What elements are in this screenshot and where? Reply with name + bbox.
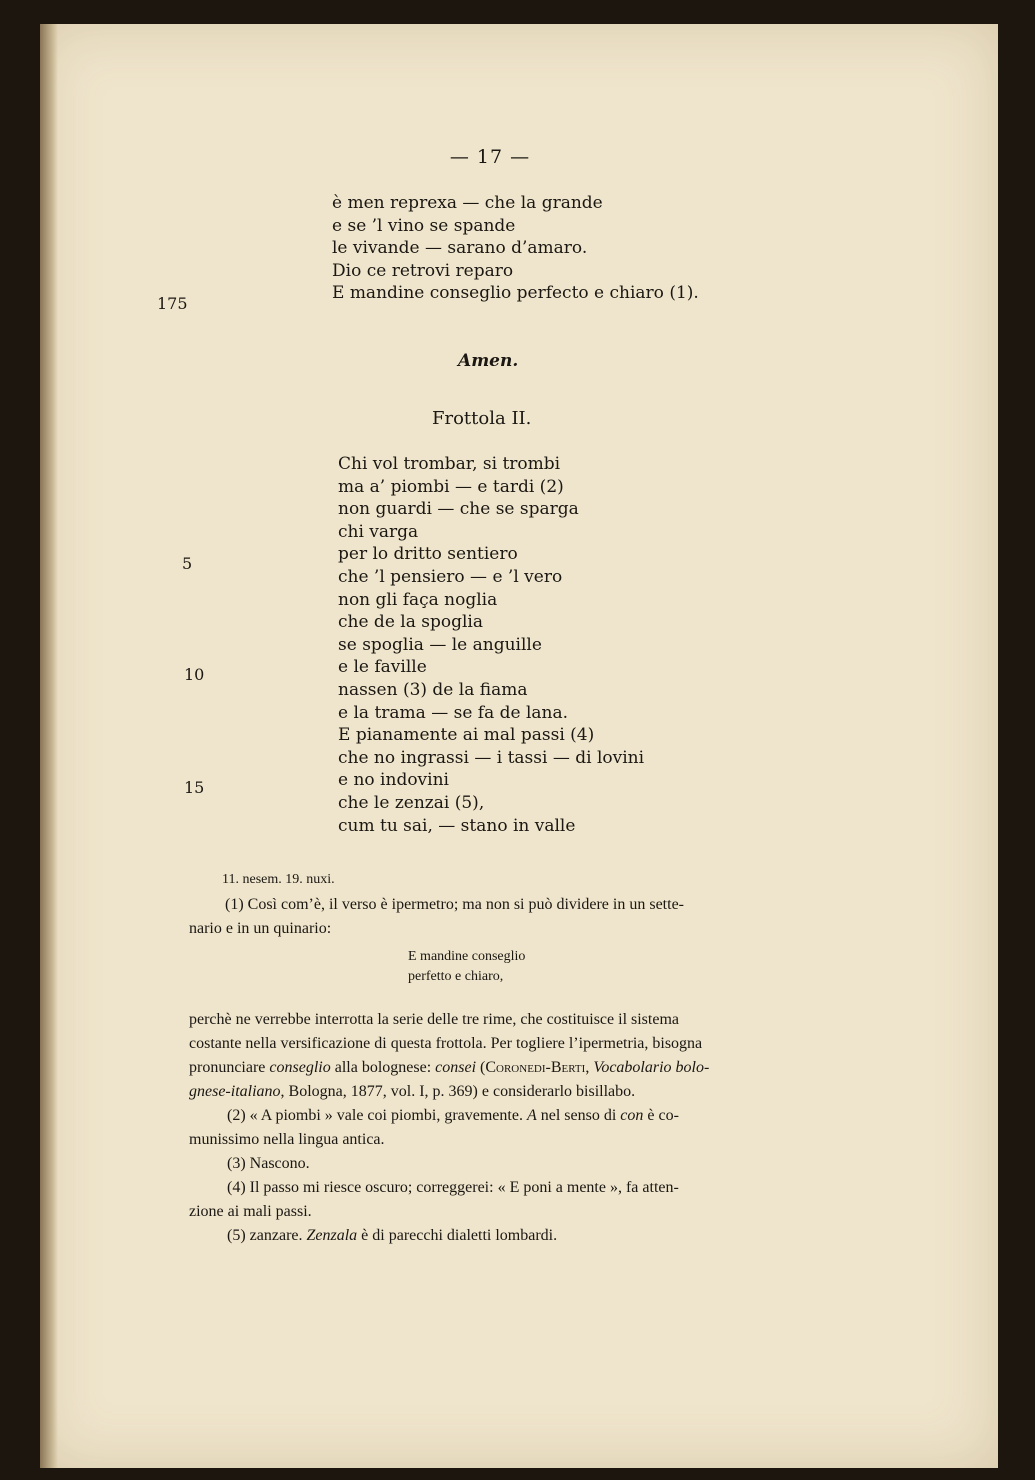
verse-line: che de la spoglia xyxy=(338,612,483,633)
frottola2-verses xyxy=(338,453,644,837)
text-run: (2) « A piombi » vale coi piombi, gravemente. xyxy=(227,1107,527,1124)
verse-line: che ’l pensiero — e ’l vero xyxy=(338,566,563,587)
text-run: , xyxy=(585,1059,594,1076)
verse-line: cum tu sai, — stano in valle xyxy=(338,815,576,836)
verse-line: nassen (3) de la fiama xyxy=(338,679,528,700)
closing-amen: Amen. xyxy=(458,351,519,371)
verse-line: Chi vol trombar, si trombi xyxy=(338,454,561,474)
verse-line: e la trama — se fa de lana. xyxy=(338,702,569,723)
book-title: Vocabolario bolo- xyxy=(593,1059,710,1076)
verse-line: per lo dritto sentiero xyxy=(338,544,518,565)
verse-line: non guardi — che se sparga xyxy=(338,499,579,520)
note-3: (3) Nascono. xyxy=(227,1155,310,1172)
text-run: ( xyxy=(476,1059,486,1076)
verse-line: è men reprexa — che la grande xyxy=(332,193,603,213)
text-run: nel senso di xyxy=(536,1107,621,1124)
verse-line: le vivande — sarano d’amaro. xyxy=(332,238,588,259)
note-2-line xyxy=(227,1107,679,1125)
note-1-line: nario e in un quinario: xyxy=(189,920,332,937)
frottola1-tail xyxy=(332,192,699,305)
text-run: (5) zanzare. xyxy=(227,1227,307,1244)
verse-line: chi varga xyxy=(338,521,419,542)
verse-line: Dio ce retrovi reparo xyxy=(332,260,514,281)
verse-line: non gli faça noglia xyxy=(338,589,498,610)
text-run: consei xyxy=(435,1059,477,1076)
text-run: è co- xyxy=(643,1107,679,1124)
note-quote-line: perfetto e chiaro, xyxy=(408,969,504,984)
verse-line: e no indovini xyxy=(338,770,449,791)
verse-line: ma a’ piombi — e tardi (2) xyxy=(338,476,564,497)
verse-line: E mandine conseglio perfecto e chiaro (1). xyxy=(332,283,699,304)
note-quote-line: E mandine conseglio xyxy=(408,949,526,964)
verse-line: che le zenzai (5), xyxy=(338,792,485,813)
text-run: A xyxy=(526,1107,537,1124)
verse-line: e se ’l vino se spande xyxy=(332,215,516,236)
text-run: alla bolognese: xyxy=(330,1059,436,1076)
note-5 xyxy=(227,1227,557,1245)
book-title: gnese-italiano xyxy=(189,1083,281,1100)
variants-line: 11. nesem. 19. nuxi. xyxy=(222,872,335,887)
line-number: 10 xyxy=(184,665,205,684)
text-run: , Bologna, 1877, vol. I, p. 369) e considerarlo bisillabo. xyxy=(280,1083,636,1100)
note-2-line: munissimo nella lingua antica. xyxy=(189,1131,385,1148)
text-run: pronunciare xyxy=(189,1059,270,1076)
verse-line: se spoglia — le anguille xyxy=(338,634,542,655)
book-page xyxy=(40,24,998,1468)
author-name: Coronedi-Berti xyxy=(485,1059,586,1076)
text-run: è di parecchi dialetti lombardi. xyxy=(357,1227,558,1244)
page-number: — 17 — xyxy=(449,146,531,168)
verse-line: E pianamente ai mal passi (4) xyxy=(338,725,595,746)
note-paragraph-line xyxy=(189,1059,709,1077)
verse-line: e le faville xyxy=(338,657,427,678)
text-run: con xyxy=(620,1107,644,1124)
line-number: 5 xyxy=(182,554,193,573)
text-run: conseglio xyxy=(269,1059,331,1076)
frottola2-title: Frottola II. xyxy=(432,408,532,429)
verse-line: che no ingrassi — i tassi — di lovini xyxy=(338,747,645,768)
page-spine-shadow xyxy=(40,24,58,1468)
line-number: 15 xyxy=(184,778,205,797)
note-1-line: (1) Così com’è, il verso è ipermetro; ma non si può dividere in un sette- xyxy=(225,896,684,913)
note-4-line: (4) Il passo mi riesce oscuro; correggerei: « E poni a mente », fa atten- xyxy=(227,1179,679,1196)
note-paragraph-line: perchè ne verrebbe interrotta la serie delle tre rime, che costituisce il sistema xyxy=(189,1011,679,1028)
note-paragraph-line: costante nella versificazione di questa frottola. Per togliere l’ipermetria, bisogna xyxy=(189,1035,703,1052)
note-4-line: zione ai mali passi. xyxy=(189,1203,312,1220)
note-paragraph-line xyxy=(189,1083,635,1101)
text-run: Zenzala xyxy=(306,1227,358,1244)
line-number: 175 xyxy=(157,294,188,313)
